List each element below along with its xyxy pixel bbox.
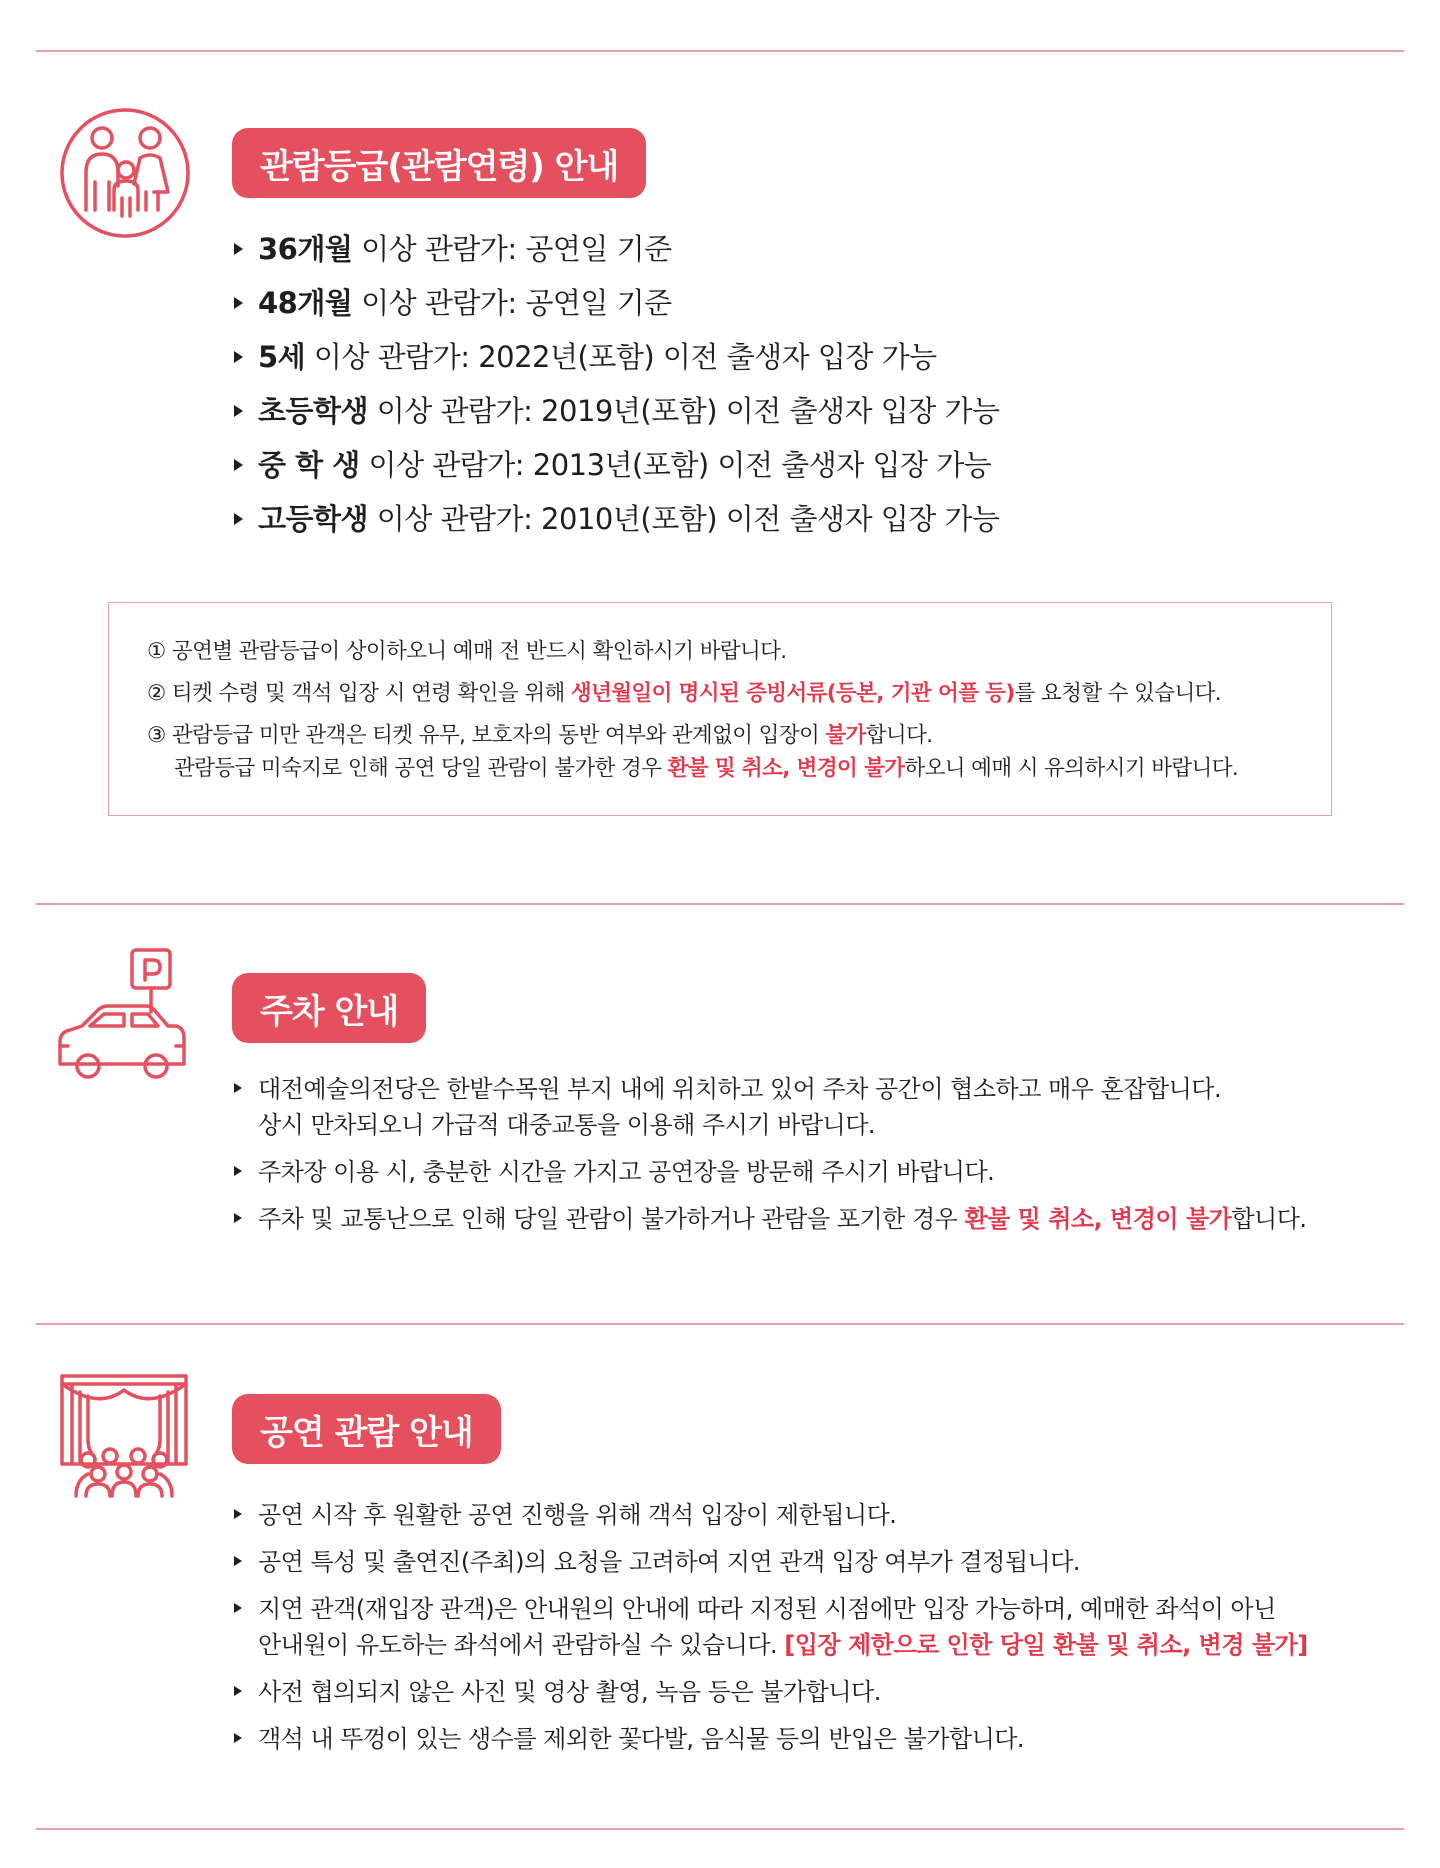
performance-text: 객석 내 뚜껑이 있는 생수를 제외한 꽃다발, 음식물 등의 반입은 불가합니다. [258, 1725, 1025, 1753]
performance-list [232, 1497, 1308, 1768]
performance-text: 사전 협의되지 않은 사진 및 영상 촬영, 녹음 등은 불가합니다. [258, 1678, 881, 1706]
notice-highlight: 생년월일이 명시된 증빙서류(등본, 기관 어플 등) [570, 681, 1015, 706]
performance-highlight: [입장 제한으로 인한 당일 환불 및 취소, 변경 불가] [784, 1631, 1308, 1659]
list-item [232, 492, 1000, 546]
performance-text: 공연 특성 및 출연진(주최)의 요청을 고려하여 지연 관객 입장 여부가 결정됩니다. [258, 1548, 1081, 1576]
notice-highlight: 환불 및 취소, 변경이 불가 [667, 756, 905, 781]
notice-item-3-cont [147, 753, 1331, 785]
theater-audience-icon [58, 1370, 190, 1500]
list-item [232, 1071, 1307, 1143]
grade-label: 48개월 [258, 286, 353, 320]
parking-section-title: 주차 안내 [232, 973, 426, 1043]
grade-list [232, 222, 1000, 546]
parking-highlight: 환불 및 취소, 변경이 불가 [964, 1205, 1232, 1233]
list-item [232, 384, 1000, 438]
divider-bottom [36, 1828, 1404, 1830]
divider-parking-performance [36, 1323, 1404, 1325]
notice-item-2 [147, 673, 1331, 715]
grade-text: 이상 관람가: 공연일 기준 [352, 232, 672, 266]
parking-text: 합니다. [1231, 1205, 1307, 1233]
grade-label: 36개월 [258, 232, 353, 266]
family-icon [58, 106, 192, 240]
grade-label: 중 학 생 [258, 448, 360, 482]
notice-text: 관람등급 미숙지로 인해 공연 당일 관람이 불가한 경우 [174, 756, 668, 781]
performance-text: 지연 관객(재입장 관객)은 안내원의 안내에 따라 지정된 시점에만 입장 가능하며, 예매한 좌석이 아닌 [258, 1595, 1276, 1623]
notice-item-1: ① 공연별 관람등급이 상이하오니 예매 전 반드시 확인하시기 바랍니다. [147, 639, 787, 664]
parking-car-icon [52, 946, 190, 1084]
notice-text: ③ 관람등급 미만 관객은 티켓 유무, 보호자의 동반 여부와 관계없이 입장이 [147, 723, 826, 748]
list-item [232, 1201, 1307, 1237]
list-item [232, 222, 1000, 276]
grade-notice-box [108, 602, 1332, 816]
notice-highlight: 불가 [825, 723, 866, 748]
grade-text: 이상 관람가: 2019년(포함) 이전 출생자 입장 가능 [368, 394, 1000, 428]
list-item [232, 1544, 1308, 1580]
grade-label: 5세 [258, 340, 306, 374]
list-item [232, 1154, 1307, 1190]
parking-text: 주차 및 교통난으로 인해 당일 관람이 불가하거나 관람을 포기한 경우 [258, 1205, 965, 1233]
list-item [232, 330, 1000, 384]
performance-text: 공연 시작 후 원활한 공연 진행을 위해 객석 입장이 제한됩니다. [258, 1501, 897, 1529]
list-item [232, 1721, 1308, 1757]
notice-text: ② 티켓 수령 및 객석 입장 시 연령 확인을 위해 [147, 681, 571, 706]
list-item [232, 1497, 1308, 1533]
grade-label: 초등학생 [258, 394, 369, 428]
parking-text: 대전예술의전당은 한밭수목원 부지 내에 위치하고 있어 주차 공간이 협소하고 매우 혼잡합니다. [258, 1075, 1222, 1103]
parking-list [232, 1071, 1307, 1248]
performance-section-title: 공연 관람 안내 [232, 1394, 501, 1464]
grade-text: 이상 관람가: 2013년(포함) 이전 출생자 입장 가능 [359, 448, 992, 482]
parking-text: 주차장 이용 시, 충분한 시간을 가지고 공연장을 방문해 주시기 바랍니다. [258, 1158, 995, 1186]
list-item [232, 1591, 1308, 1663]
grade-text: 이상 관람가: 공연일 기준 [352, 286, 672, 320]
list-item [232, 1674, 1308, 1710]
grade-section-title: 관람등급(관람연령) 안내 [232, 128, 646, 198]
notice-text: 하오니 예매 시 유의하시기 바랍니다. [904, 756, 1239, 781]
notice-text: 를 요청할 수 있습니다. [1014, 681, 1222, 706]
performance-text: 안내원이 유도하는 좌석에서 관람하실 수 있습니다. [258, 1631, 785, 1659]
list-item [232, 276, 1000, 330]
divider-grade-parking [36, 903, 1404, 905]
parking-text: 상시 만차되오니 가급적 대중교통을 이용해 주시기 바랍니다. [258, 1111, 876, 1139]
notice-text: 합니다. [865, 723, 933, 748]
notice-item-3 [147, 719, 1331, 753]
grade-text: 이상 관람가: 2022년(포함) 이전 출생자 입장 가능 [305, 340, 937, 374]
grade-label: 고등학생 [258, 502, 369, 536]
divider-top [36, 50, 1404, 52]
grade-text: 이상 관람가: 2010년(포함) 이전 출생자 입장 가능 [368, 502, 1000, 536]
list-item [232, 438, 1000, 492]
